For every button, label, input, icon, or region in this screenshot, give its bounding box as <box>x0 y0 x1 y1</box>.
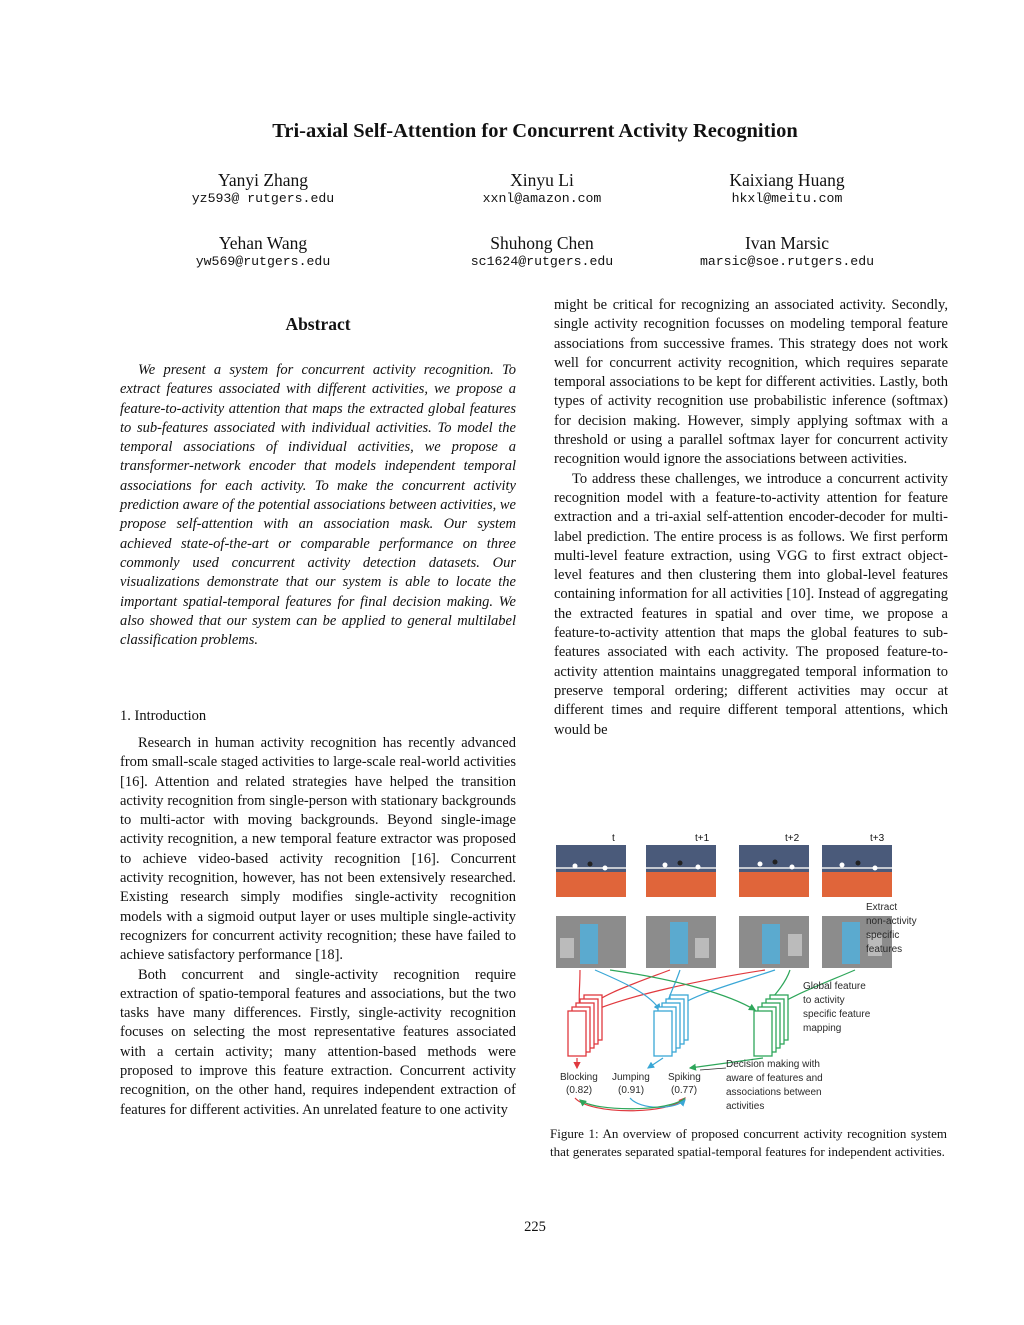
author-email: yz593@ rutgers.edu <box>191 191 335 206</box>
svg-text:specific: specific <box>866 930 900 941</box>
annotation-mapping <box>803 981 871 1034</box>
author-name: Shuhong Chen <box>490 233 594 253</box>
author-name: Kaixiang Huang <box>729 170 845 190</box>
abstract-heading: Abstract <box>285 314 351 334</box>
activity-score-jumping: (0.91) <box>618 1085 645 1096</box>
svg-text:features: features <box>866 944 903 955</box>
paper-title: Tri-axial Self-Attention for Concurrent Activity Recognition <box>272 120 798 142</box>
svg-text:specific feature: specific feature <box>803 1009 871 1020</box>
svg-text:mapping: mapping <box>803 1023 842 1034</box>
activity-label-jumping: Jumping <box>612 1072 650 1083</box>
time-label-t: t <box>612 833 615 844</box>
author-email: sc1624@rutgers.edu <box>470 254 614 269</box>
svg-text:Global feature: Global feature <box>803 981 866 992</box>
author-4 <box>133 233 393 270</box>
intro-paragraph-1: Research in human activity recognition has recently advanced from small-scale staged activities to large-scale real-world activities [16]. Attention and related strategies have helped the transition activity recognition from single-person with stationary backgrounds to multi-actor with moving backgrounds. Beyond single-image activity recognition, a new temporal feature extractor was proposed to achieve video-based activity recognition [16]. Concurrent activity recognition, however, has not been extensively researched. Existing research simply modifies single-activity recognition models with a sigmoid output layer or uses multiple single-activity recognizers for concurrent activity recognition; these have failed to achieve satisfactory performance [18]. <box>120 735 516 964</box>
left-column-body <box>120 734 516 1120</box>
feature-frame-t2 <box>739 916 809 968</box>
time-label-t2: t+2 <box>785 833 800 844</box>
video-frames-row <box>556 845 892 897</box>
activity-score-spiking: (0.77) <box>671 1085 698 1096</box>
author-name: Ivan Marsic <box>744 233 830 253</box>
svg-text:non-activity: non-activity <box>866 916 917 927</box>
figure-caption: Figure 1: An overview of proposed concurrent activity recognition system that generates separated spatial-temporal features for independent activities. <box>550 1126 947 1159</box>
svg-text:activities: activities <box>726 1101 765 1112</box>
section-heading-introduction: 1. Introduction <box>120 708 207 724</box>
activity-label-blocking: Blocking <box>560 1072 598 1083</box>
feature-stack-spiking <box>754 995 788 1056</box>
author-email: yw569@rutgers.edu <box>195 254 331 269</box>
author-email: hkxl@meitu.com <box>731 191 843 206</box>
annotation-decision <box>726 1059 823 1112</box>
feature-frame-t1 <box>646 916 716 968</box>
abstract-text: We present a system for concurrent activity recognition. To extract features associated with different activities, we propose a feature-to-activity attention that maps the extracted global features to sub-features associated with individual activities. To model the temporal associations of individual activities, we propose a transformer-network encoder that models independent temporal associations for each activity. To make the concurrent activity prediction aware of the potential associations between activities, we propose self-attention with an association mask. Our system achieved state-of-the-art or comparable performance on three commonly used concurrent activity detection datasets. Our visualizations demonstrate that our system is able to locate the important spatial-temporal features for final decision making. We also showed that our system can be applied to general multilabel classification problems. <box>120 362 516 649</box>
abstract-body <box>120 361 516 650</box>
author-name: Yanyi Zhang <box>217 170 309 190</box>
right-paragraph-1: might be critical for recognizing an associated activity. Secondly, single activity recognition focusses on modeling temporal feature associations from successive frames. This strategy does not work well for concurrent activity recognition, which requires separate temporal associations to be kept for different activities. Lastly, both types of activity recognition use probabilistic inference (softmax) for decision making. However, simply applying softmax with a threshold or using a parallel softmax layer for concurrent activity recognition would ignore the associations between activities. <box>554 297 948 468</box>
author-6 <box>657 233 917 270</box>
author-email: xxnl@amazon.com <box>482 191 602 206</box>
author-email: marsic@soe.rutgers.edu <box>699 254 875 269</box>
feature-stack-jumping <box>654 995 688 1056</box>
author-name: Yehan Wang <box>218 233 308 253</box>
time-label-t1: t+1 <box>695 833 710 844</box>
video-frame-t3 <box>822 845 892 897</box>
video-frame-t <box>556 845 626 897</box>
svg-text:associations between: associations between <box>726 1087 822 1098</box>
svg-text:aware of features and: aware of features and <box>726 1073 823 1084</box>
svg-text:Decision making with: Decision making with <box>726 1059 820 1070</box>
video-frame-t1 <box>646 845 716 897</box>
right-paragraph-2: To address these challenges, we introduce a concurrent activity recognition model with a feature-to-activity attention for feature extraction and a tri-axial self-attention encoder-decoder for multi-label prediction. The entire process is as follows. We first perform multi-level feature extraction, using VGG to first extract object-level features and then clustering them into global-level features containing information for all activities [10]. Instead of aggregating the extracted features in spatial and over time, we propose a feature-to-activity attention that maps the global features to sub-features associated with each activity. The proposed feature-to-activity attention maintains unaggregated temporal information to preserve temporal ordering; different activities may occur at different times and require different temporal attentions, which would be <box>554 470 948 738</box>
video-frame-t2 <box>739 845 809 897</box>
author-5 <box>412 233 672 270</box>
svg-text:to activity: to activity <box>803 995 845 1006</box>
jumping-output-arrow <box>648 1058 663 1068</box>
association-arcs <box>575 1098 685 1111</box>
figure-1-diagram <box>550 830 950 1120</box>
author-2 <box>412 170 672 207</box>
feature-frame-t <box>556 916 626 968</box>
page-number: 225 <box>524 1219 546 1235</box>
feature-frames-row <box>556 916 892 968</box>
right-column-body <box>554 296 948 740</box>
svg-text:Extract: Extract <box>866 902 898 913</box>
activity-label-spiking: Spiking <box>668 1072 701 1083</box>
author-3 <box>657 170 917 207</box>
annotation-decision-pointer <box>700 1068 726 1070</box>
author-1 <box>133 170 393 207</box>
intro-paragraph-2: Both concurrent and single-activity recognition require extraction of spatio-temporal features and associations, but the two tasks have many differences. Firstly, single-activity recognition focuses on selecting the most representative features associated with a certain activity; many attention-based methods were proposed to improve this feature extraction. Concurrent activity recognition, on the other hand, requires independent extraction of features for different activities. An unrelated feature to one activity <box>120 966 516 1118</box>
feature-stack-blocking <box>568 995 602 1056</box>
author-name: Xinyu Li <box>510 170 574 190</box>
activity-score-blocking: (0.82) <box>566 1085 593 1096</box>
figure-1 <box>550 830 950 1120</box>
time-label-t3: t+3 <box>870 833 885 844</box>
